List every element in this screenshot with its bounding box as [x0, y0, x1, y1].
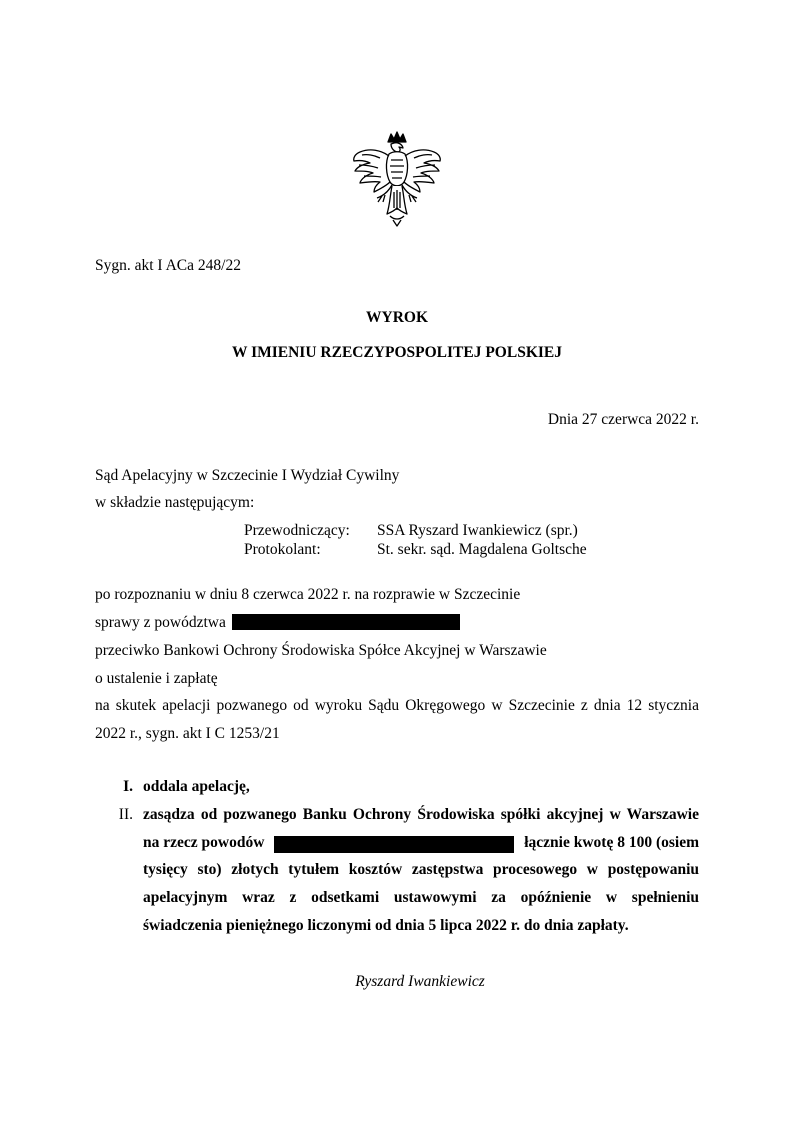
redacted-plaintiff-name	[232, 614, 460, 630]
plaintiff-label: sprawy z powództwa	[95, 614, 226, 631]
composition-name-clerk: St. sekr. sąd. Magdalena Goltsche	[377, 541, 587, 558]
judgment-date: Dnia 27 czerwca 2022 r.	[547, 411, 699, 428]
order-number-1: I.	[123, 778, 133, 795]
court-name: Sąd Apelacyjny w Szczecinie I Wydział Cywilny	[95, 467, 400, 484]
composition-name-presiding: SSA Ryszard Iwankiewicz (spr.)	[377, 522, 578, 539]
judge-signature: Ryszard Iwankiewicz	[355, 973, 485, 990]
proceedings-line-4: o ustalenie i zapłatę	[95, 670, 218, 687]
proceedings-line-1: po rozpoznaniu w dniu 8 czerwca 2022 r. na rozprawie w Szczecinie	[95, 586, 521, 603]
order-number-2: II.	[118, 806, 133, 823]
proceedings-line-6: 2022 r., sygn. akt I C 1253/21	[95, 725, 280, 742]
order-2-recipient-label: na rzecz powodów	[143, 834, 265, 851]
composition-role-clerk: Protokolant:	[244, 541, 321, 558]
proceedings-line-2	[95, 614, 460, 632]
document-title: WYROK	[366, 309, 428, 326]
proceedings-line-5: na skutek apelacji pozwanego od wyroku Sądu Okręgowego w Szczecinie z dnia 12 stycznia	[95, 697, 699, 714]
composition-intro: w składzie następującym:	[95, 494, 255, 511]
order-2-line-4: apelacyjnym wraz z odsetkami ustawowymi za opóźnienie w spełnieniu	[143, 889, 699, 906]
document-subtitle: W IMIENIU RZECZYPOSPOLITEJ POLSKIEJ	[231, 344, 563, 361]
proceedings-line-3: przeciwko Bankowi Ochrony Środowiska Spółce Akcyjnej w Warszawie	[95, 642, 547, 659]
polish-eagle-emblem-icon	[350, 130, 444, 228]
order-2-line-5: świadczenia pieniężnego liczonymi od dnia 5 lipca 2022 r. do dnia zapłaty.	[143, 917, 629, 934]
order-2-line-2	[143, 834, 699, 853]
case-number: Sygn. akt I ACa 248/22	[95, 257, 241, 274]
order-2-line-1: zasądza od pozwanego Banku Ochrony Środowiska spółki akcyjnej w Warszawie	[143, 806, 699, 823]
order-2-amount: łącznie kwotę 8 100 (osiem	[524, 834, 699, 851]
order-1-text: oddala apelację,	[143, 778, 250, 795]
order-2-line-3: tysięcy sto) złotych tytułem kosztów zastępstwa procesowego w postępowaniu	[143, 861, 699, 878]
redacted-plaintiffs-names	[274, 836, 514, 853]
composition-role-presiding: Przewodniczący:	[244, 522, 350, 539]
